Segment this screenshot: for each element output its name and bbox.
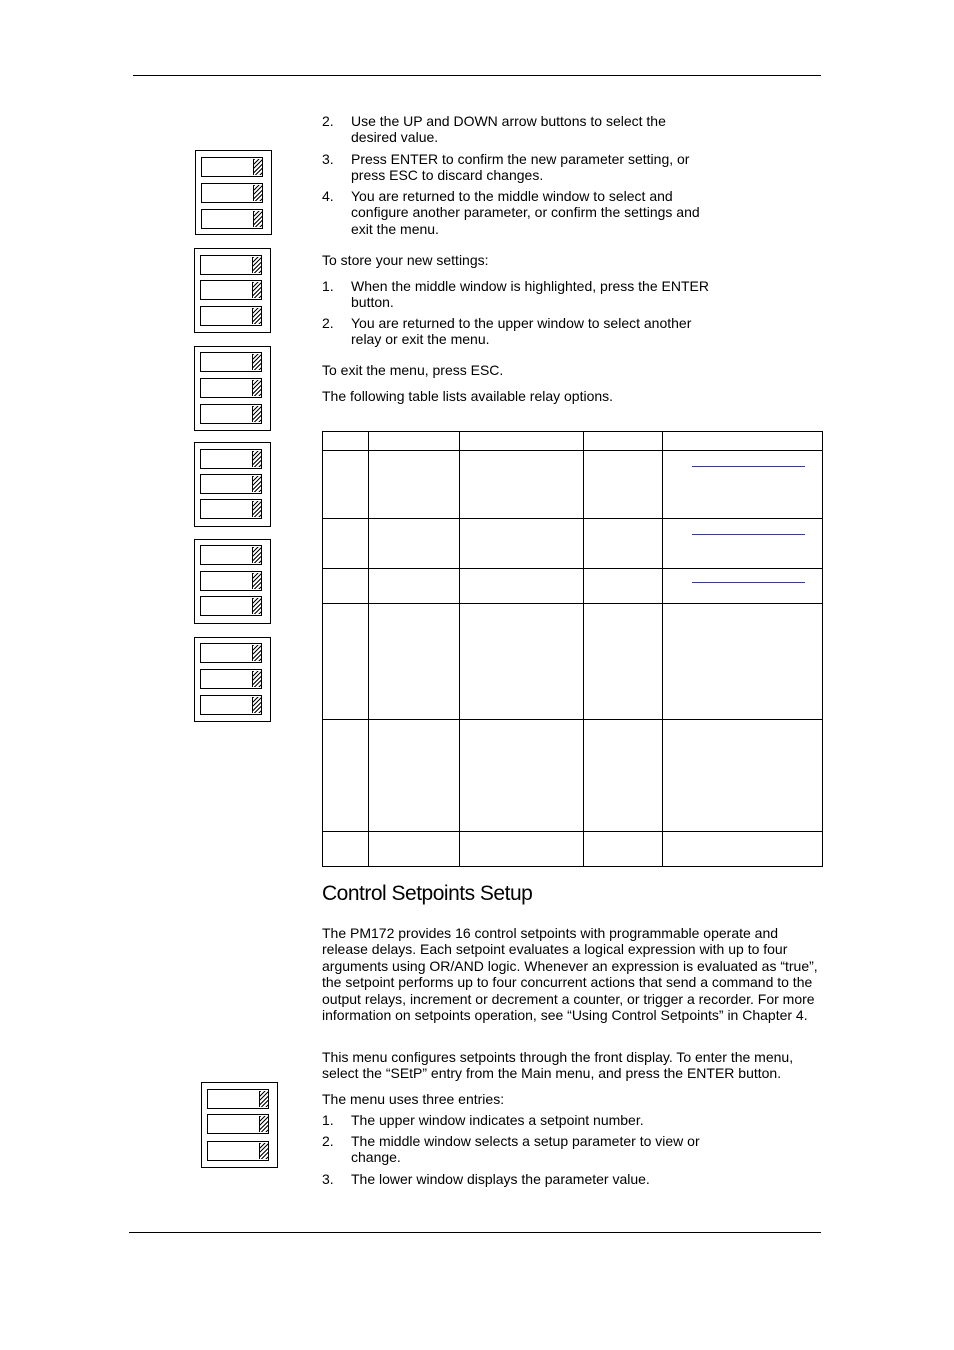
table-cell: [459, 569, 584, 604]
table-cell: [459, 451, 584, 519]
table-cell: [663, 451, 823, 519]
table-intro: The following table lists available relay options.: [322, 388, 614, 404]
display-diagram-setpoints: [201, 1082, 278, 1168]
list-number: 2.: [322, 1133, 334, 1149]
scroll-icon: [253, 159, 262, 175]
scroll-icon: [252, 354, 261, 370]
entries-intro: The menu uses three entries:: [322, 1091, 505, 1107]
list-text: The lower window displays the parameter value.: [351, 1171, 650, 1187]
lower-window: [201, 209, 263, 229]
table-cell: [584, 832, 663, 867]
setpoints-intro-paragraph: The PM172 provides 16 control setpoints with programmable operate and release delays. Each setpoint evaluates a logical expression with up to four arguments using OR/AND logic. Whenever an expression is evaluated as “true”, the setpoint performs up to four concurrent actions that send a command to the output relays, increment or decrement a counter, or trigger a recorder. For more information on setpoints operation, see “Using Control Setpoints” in Chapter 4.: [322, 925, 818, 1024]
table-cell: [459, 432, 584, 451]
lower-window: [200, 596, 262, 616]
table-cell: [663, 569, 823, 604]
list-text: You are returned to the middle window to select and configure another parameter, or confirm the settings and exit the menu.: [351, 188, 700, 237]
list-number: 2.: [322, 113, 334, 129]
middle-window: [201, 183, 263, 203]
table-cell: [368, 432, 459, 451]
table-cell: [368, 720, 459, 832]
scroll-icon: [252, 257, 261, 273]
scroll-icon: [252, 406, 261, 422]
scroll-icon: [259, 1091, 268, 1107]
table-cell: [323, 832, 369, 867]
scroll-icon: [252, 380, 261, 396]
table-cell: [584, 720, 663, 832]
relay-options-table: [322, 431, 823, 867]
table-cell: [323, 519, 369, 569]
middle-window: [200, 280, 262, 300]
upper-window: [200, 643, 262, 663]
upper-window: [200, 255, 262, 275]
table-cell: [584, 519, 663, 569]
list-text: You are returned to the upper window to select another relay or exit the menu.: [351, 315, 692, 348]
display-diagram-1: [195, 150, 272, 235]
table-cell: [663, 432, 823, 451]
upper-window: [200, 545, 262, 565]
table-row: [323, 720, 823, 832]
list-number: 3.: [322, 151, 334, 167]
lower-window: [200, 306, 262, 326]
list-number: 3.: [322, 1171, 334, 1187]
lower-window: [200, 404, 262, 424]
lower-window: [207, 1141, 269, 1161]
list-text: Press ENTER to confirm the new parameter setting, or press ESC to discard changes.: [351, 151, 690, 184]
menu-paragraph: This menu configures setpoints through the front display. To enter the menu, select the “SEtP” entry from the Main menu, and press the ENTER button.: [322, 1049, 794, 1082]
table-cell: [663, 832, 823, 867]
display-diagram-5: [194, 539, 271, 624]
display-diagram-4: [194, 442, 271, 527]
table-row: [323, 569, 823, 604]
upper-window: [200, 449, 262, 469]
table-cell: [368, 519, 459, 569]
list-text: When the middle window is highlighted, press the ENTER button.: [351, 278, 709, 311]
table-row: [323, 432, 823, 451]
cross-reference-link[interactable]: [692, 534, 805, 535]
scroll-icon: [252, 451, 261, 467]
display-diagram-6: [194, 637, 271, 722]
header-rule: [133, 75, 821, 76]
list-text: Use the UP and DOWN arrow buttons to select the desired value.: [351, 113, 666, 146]
table-cell: [368, 451, 459, 519]
table-cell: [584, 604, 663, 720]
scroll-icon: [252, 476, 261, 492]
scroll-icon: [259, 1143, 268, 1159]
table-cell: [323, 432, 369, 451]
footer-rule: [129, 1232, 821, 1233]
table-cell: [663, 720, 823, 832]
scroll-icon: [252, 697, 261, 713]
list-number: 2.: [322, 315, 334, 331]
scroll-icon: [252, 573, 261, 589]
exit-text: To exit the menu, press ESC.: [322, 362, 504, 378]
scroll-icon: [252, 282, 261, 298]
store-intro: To store your new settings:: [322, 252, 489, 268]
middle-window: [200, 474, 262, 494]
table-cell: [663, 604, 823, 720]
list-number: 1.: [322, 1112, 334, 1128]
table-cell: [368, 604, 459, 720]
list-text: The upper window indicates a setpoint number.: [351, 1112, 644, 1128]
cross-reference-link[interactable]: [692, 582, 805, 583]
table-cell: [459, 519, 584, 569]
list-text: The middle window selects a setup parameter to view or change.: [351, 1133, 700, 1166]
list-number: 1.: [322, 278, 334, 294]
lower-window: [200, 499, 262, 519]
table-row: [323, 451, 823, 519]
table-row: [323, 604, 823, 720]
table-cell: [323, 720, 369, 832]
table-cell: [584, 569, 663, 604]
middle-window: [200, 669, 262, 689]
table-cell: [459, 720, 584, 832]
middle-window: [207, 1114, 269, 1134]
scroll-icon: [253, 211, 262, 227]
section-title: Control Setpoints Setup: [322, 882, 533, 905]
lower-window: [200, 695, 262, 715]
upper-window: [201, 157, 263, 177]
table-cell: [368, 569, 459, 604]
table-cell: [584, 451, 663, 519]
scroll-icon: [252, 598, 261, 614]
table-cell: [584, 432, 663, 451]
display-diagram-2: [194, 248, 271, 333]
scroll-icon: [259, 1116, 268, 1132]
middle-window: [200, 571, 262, 591]
upper-window: [207, 1089, 269, 1109]
table-cell: [459, 604, 584, 720]
table-cell: [368, 832, 459, 867]
cross-reference-link[interactable]: [692, 466, 805, 467]
scroll-icon: [252, 501, 261, 517]
table-cell: [459, 832, 584, 867]
scroll-icon: [252, 308, 261, 324]
table-cell: [323, 451, 369, 519]
table-cell: [323, 569, 369, 604]
table-row: [323, 519, 823, 569]
scroll-icon: [252, 645, 261, 661]
scroll-icon: [252, 547, 261, 563]
table-row: [323, 832, 823, 867]
table-cell: [323, 604, 369, 720]
scroll-icon: [252, 671, 261, 687]
table-cell: [663, 519, 823, 569]
display-diagram-3: [194, 346, 271, 431]
upper-window: [200, 352, 262, 372]
middle-window: [200, 378, 262, 398]
list-number: 4.: [322, 188, 334, 204]
scroll-icon: [253, 185, 262, 201]
